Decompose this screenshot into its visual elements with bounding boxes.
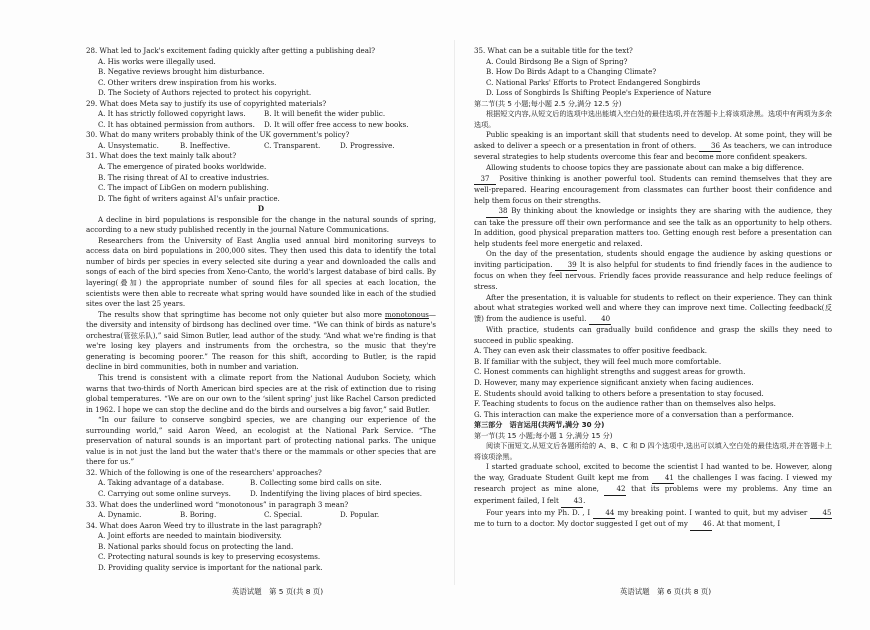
question-31-option-d: D. The fight of writers against AI's unfair practice. xyxy=(98,193,280,203)
section-2-paragraph-5 xyxy=(474,293,832,326)
section-2-paragraph-4 xyxy=(474,249,832,292)
question-30-options xyxy=(86,141,436,152)
question-33-stem: 33. What does the underlined word “monotonous” in paragraph 3 mean? xyxy=(86,499,349,509)
blank-37: 37 xyxy=(474,174,496,186)
question-29-options-row2 xyxy=(86,120,436,131)
section-2-paragraph-2-intro: Allowing students to choose topics they are passionate about can make a big difference. xyxy=(486,163,804,173)
paragraph-text: As teachers, we can introduce several strategies to help students overcome this fear and become more confident speakers. xyxy=(474,140,832,162)
question-33-options xyxy=(86,510,436,521)
section-2-instructions: 根据短文内容,从短文后的选项中选出能填入空白处的最佳选项,并在答题卡上将该项涂黑。选项中有两项为多余选项。 xyxy=(474,109,832,129)
question-29-stem: 29. What does Meta say to justify its use of copyrighted materials? xyxy=(86,98,327,108)
paragraph-text: the challenges I was facing. I viewed my research project as mine alone, xyxy=(474,472,833,494)
question-30-option-d: D. Progressive. xyxy=(340,140,395,150)
question-32-options-row1 xyxy=(86,478,436,489)
question-35-option-d: D. Loss of Songbirds Is Shifting People's Experience of Nature xyxy=(486,88,712,98)
question-29-option-c: C. It has obtained permission from authors. xyxy=(98,119,255,129)
question-32-option-c: C. Carrying out some online surveys. xyxy=(98,488,231,498)
section-2-paragraph-3 xyxy=(474,206,832,249)
question-35-option-b: B. How Do Birds Adapt to a Changing Climate? xyxy=(486,67,657,77)
passage-d-letter: D xyxy=(257,204,265,214)
paragraph-text: After the presentation, it is valuable for students to reflect on their experience. They can think about what strategies worked well and where they can improve next time. Collecting feedback(反馈) from the audience is useful. xyxy=(474,292,832,323)
paragraph-text: By thinking about the knowledge or insights they are sharing with the audience, they can take the pressure off their own performance and see the talk as an opportunity to help others. In addition, good physical preparation matters too. Getting enough rest before a presentation can help students feel more energetic and relaxed. xyxy=(474,206,832,248)
question-28-option-d: D. The Society of Authors rejected to protect his copyright. xyxy=(98,88,312,98)
passage-d-paragraph-2: Researchers from the University of East Anglia used annual bird monitoring surveys to access data on bird populations in 200,000 sites. They then used this data to identify the total number of birds per species in every selected site during a year and downloaded the calls and songs of each of the bird species from Xeno-Canto, the world's largest database of bird calls. By layering(叠加) the appropriate number of sound files for all species at each location, the scientists were then able to recreate what spring would have sounded like in each of the studied sites over the last 25 years. xyxy=(86,235,436,309)
section-2-paragraph-1 xyxy=(474,130,832,163)
part-3-sub-heading: 第一节(共 15 小题;每小题 1 分,满分 15 分) xyxy=(474,430,613,440)
question-32-option-b: B. Collecting some bird calls on site. xyxy=(250,478,382,488)
question-30-option-b: B. Ineffective. xyxy=(180,140,231,150)
question-28-option-a: A. His works were illegally used. xyxy=(98,56,216,66)
question-33-option-b: B. Boring. xyxy=(180,510,217,520)
paragraph-text: me to turn to a doctor. My doctor suggested I get out of my xyxy=(474,519,691,529)
section-2-paragraph-6: With practice, students can gradually build confidence and grasp the skills they need to succeed in public speaking. xyxy=(474,325,832,345)
question-32-stem: 32. Which of the following is one of the researchers' approaches? xyxy=(86,467,322,477)
blank-36: 36 xyxy=(699,141,721,153)
paragraph-text: I started graduate school, excited to become the scientist I had wanted to be. However, along the way, Graduate Student Guilt kept me from xyxy=(474,462,832,482)
question-29-options-row1 xyxy=(86,109,436,120)
left-column xyxy=(86,46,436,573)
question-29-option-d: D. It will offer free access to new books. xyxy=(264,119,409,129)
paragraph-text: . xyxy=(583,495,586,505)
blank-46: 46 xyxy=(690,519,712,531)
question-33-option-a: A. Dynamic. xyxy=(98,510,142,520)
blank-39: 39 xyxy=(555,260,577,272)
question-34-option-d: D. Providing quality service is important for the national park. xyxy=(98,562,323,572)
part-3-instructions: 阅读下面短文,从短文后各题所给的 A、B、C 和 D 四个选项中,选出可以填入空白处的最佳选项,并在答题卡上将该项涂黑。 xyxy=(474,441,832,461)
question-34-stem: 34. What does Aaron Weed try to illustrate in the last paragraph? xyxy=(86,520,322,530)
paragraph-3-rest: —the diversity and intensity of birdsong has declined over time. “We can think of birds as nature's orchestra(管弦乐队),” said Simon Butler, lead author of the study. “And what we're finding is that we're losing key players and instruments from the orchestra, so the music that they're generating is becoming poorer.” The reason for this shift, according to Butler, is the rapid decline in bird communities, both in number and variation. xyxy=(86,309,436,372)
question-32-option-a: A. Taking advantage of a database. xyxy=(98,478,224,488)
question-32-options-row2 xyxy=(86,489,436,500)
paragraph-text: It is also helpful for students to find friendly faces in the audience to focus on when they feel nervous. Friendly faces provide reassurance and help reduce feelings of stress. xyxy=(474,259,832,292)
question-35-option-c: C. National Parks' Efforts to Protect Endangered Songbirds xyxy=(486,77,701,87)
question-29-option-b: B. It will benefit the wider public. xyxy=(264,109,386,119)
section-2-option-a: A. They can even ask their classmates to offer positive feedback. xyxy=(474,346,707,356)
blank-40: 40 xyxy=(589,314,611,326)
passage-d-paragraph-4: This trend is consistent with a climate report from the National Audubon Society, which warns that two-thirds of North American bird species are at the risk of extinction due to rising global temperatures. “We are on our own to the ‘silent spring’ just like Rachel Carson predicted in 1962. I hope we can stop the decline and do the birds and ourselves a big favor,” said Butler. xyxy=(86,372,436,414)
page-footer-left: 英语试题 第 5 页(共 8 页) xyxy=(232,587,324,596)
cloze-paragraph-1 xyxy=(474,462,832,507)
paragraph-text: On the day of the presentation, students should engage the audience by asking questions or inviting participation. xyxy=(474,249,832,269)
passage-d-paragraph-1: A decline in bird populations is responsible for the change in the natural sounds of spring, according to a new study published recently in the journal Nature Communications. xyxy=(86,214,436,235)
paragraph-text: my breaking point. I wanted to quit, but my adviser xyxy=(614,507,811,517)
question-34-option-c: C. Protecting natural sounds is key to preserving ecosystems. xyxy=(98,552,321,562)
question-28-option-b: B. Negative reviews brought him disturbance. xyxy=(98,67,265,77)
paragraph-3-start: The results show that springtime has become not only quieter but also more xyxy=(98,309,385,319)
question-33-option-c: C. Special. xyxy=(264,510,303,520)
page-footer-right: 英语试题 第 6 页(共 8 页) xyxy=(620,587,712,596)
section-2-paragraph-2 xyxy=(474,174,832,207)
question-35-option-a: A. Could Birdsong Be a Sign of Spring? xyxy=(486,56,628,66)
paragraph-text: that its problems were my problems. Any time an experiment failed, I felt xyxy=(474,484,832,505)
question-33-option-d: D. Popular. xyxy=(340,510,380,520)
question-31-option-b: B. The rising threat of AI to creative industries. xyxy=(98,172,270,182)
paragraph-text: Four years into my Ph. D. , I xyxy=(486,507,593,517)
paragraph-text: Public speaking is an important skill that students need to develop. At some point, they will be asked to deliver a speech or a presentation in front of others. xyxy=(474,130,832,150)
underlined-word-monotonous: monotonous xyxy=(384,309,429,319)
section-2-heading: 第二节(共 5 小题;每小题 2.5 分,满分 12.5 分) xyxy=(474,98,622,108)
question-30-option-a: A. Unsystematic. xyxy=(98,140,159,150)
paragraph-text: Positive thinking is another powerful tool. Students can remind themselves that they are well-prepared. Hearing encouragement from classmates can further boost their confidence and help them focus on their strengths. xyxy=(474,173,832,205)
question-30-stem: 30. What do many writers probably think of the UK government's policy? xyxy=(86,130,350,140)
column-divider xyxy=(454,40,455,585)
blank-43: 43 xyxy=(561,496,583,508)
right-column xyxy=(474,46,832,531)
question-30-option-c: C. Transparent. xyxy=(264,140,321,150)
question-29-option-a: A. It has strictly followed copyright laws. xyxy=(98,109,246,119)
question-34-option-a: A. Joint efforts are needed to maintain biodiversity. xyxy=(98,531,282,541)
section-2-option-d: D. However, many may experience significant anxiety when facing audiences. xyxy=(474,377,754,387)
blank-42: 42 xyxy=(604,484,626,496)
question-31-stem: 31. What does the text mainly talk about? xyxy=(86,151,237,161)
cloze-paragraph-2 xyxy=(474,508,832,531)
question-31-option-c: C. The impact of LibGen on modern publishing. xyxy=(98,183,269,193)
question-31-option-a: A. The emergence of pirated books worldwide. xyxy=(98,162,267,172)
question-34-option-b: B. National parks should focus on protecting the land. xyxy=(98,541,294,551)
blank-45: 45 xyxy=(810,508,832,520)
question-28-option-c: C. Other writers drew inspiration from his works. xyxy=(98,77,277,87)
blank-38: 38 xyxy=(486,206,508,218)
part-3-heading: 第三部分 语言运用(共两节,满分 30 分) xyxy=(474,420,605,430)
question-35-stem: 35. What can be a suitable title for the text? xyxy=(474,46,633,55)
paragraph-text: . At that moment, I xyxy=(712,519,781,529)
passage-d-paragraph-3 xyxy=(86,310,436,373)
section-2-option-g: G. This interaction can make the experience more of a conversation than a performance. xyxy=(474,409,794,419)
question-28-stem: 28. What led to Jack's excitement fading quickly after getting a publishing deal? xyxy=(86,46,376,55)
section-2-option-f: F. Teaching students to focus on the audience rather than on themselves also helps. xyxy=(474,399,776,409)
blank-41: 41 xyxy=(652,473,674,485)
blank-44: 44 xyxy=(593,508,615,520)
question-32-option-d: D. Indentifying the living places of bird species. xyxy=(250,488,423,498)
passage-d-paragraph-5: “In our failure to conserve songbird species, we are changing our experience of the surrounding world,” said Aaron Weed, an ecologist at the National Park Service. “The preservation of natural sounds is an important part of protecting national parks. The unique value is in not just the land but the water that's there or the mammals or other species that are there for us.” xyxy=(86,415,436,467)
section-2-option-c: C. Honest comments can highlight strengths and suggest areas for growth. xyxy=(474,367,746,377)
section-2-option-e: E. Students should avoid talking to others before a presentation to stay focused. xyxy=(474,388,764,398)
section-2-option-b: B. If familiar with the subject, they will feel much more comfortable. xyxy=(474,356,722,366)
